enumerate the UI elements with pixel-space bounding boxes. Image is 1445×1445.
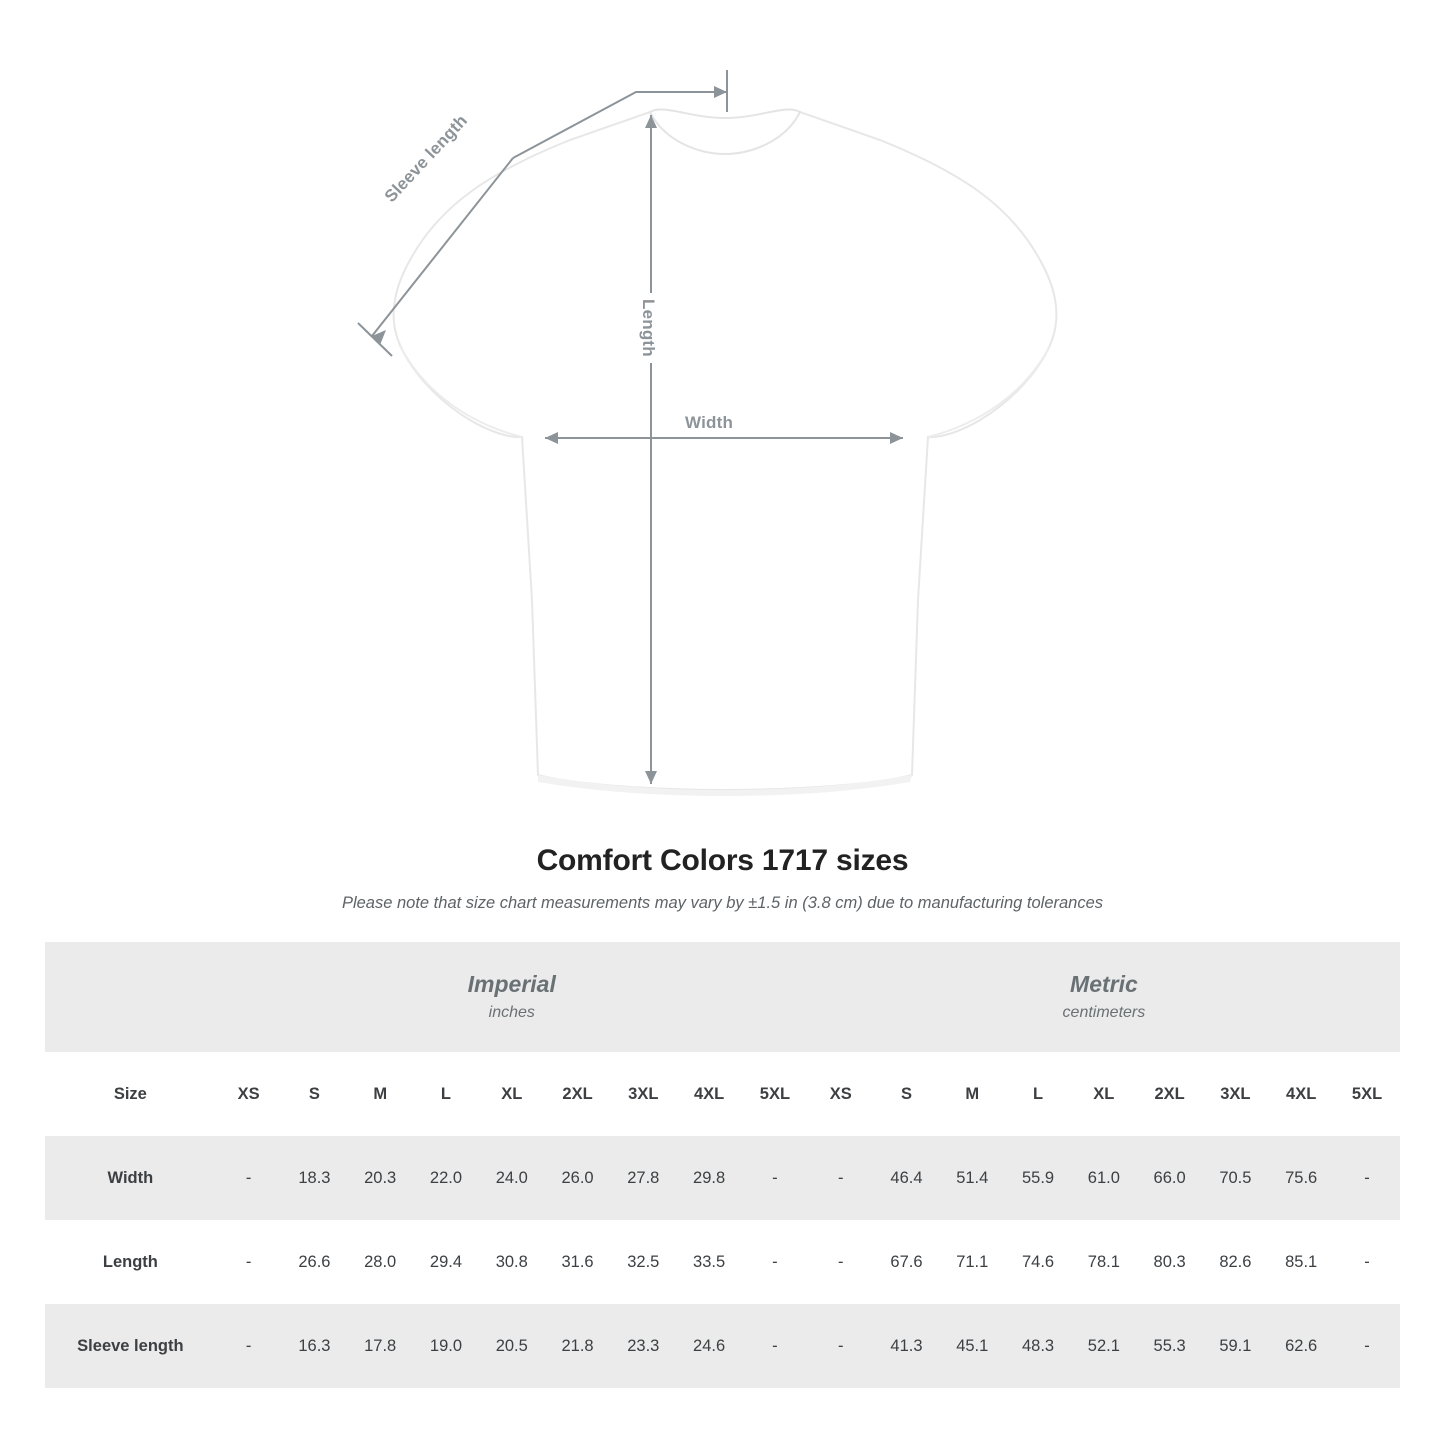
- cell-sleeve-imp-5xl: -: [742, 1304, 808, 1388]
- row-label-sleeve-length: Sleeve length: [45, 1304, 216, 1388]
- size-col-imp-5xl: 5XL: [742, 1052, 808, 1136]
- size-col-imp-xl: XL: [479, 1052, 545, 1136]
- cell-width-imp-s: 18.3: [282, 1136, 348, 1220]
- size-col-imp-2xl: 2XL: [545, 1052, 611, 1136]
- size-header-label: Size: [45, 1052, 216, 1136]
- cell-length-imp-4xl: 33.5: [676, 1220, 742, 1304]
- cell-length-met-xl: 78.1: [1071, 1220, 1137, 1304]
- size-col-met-3xl: 3XL: [1203, 1052, 1269, 1136]
- unit-sub-metric: centimeters: [1062, 1003, 1146, 1021]
- cell-sleeve-met-xl: 52.1: [1071, 1304, 1137, 1388]
- cell-sleeve-met-l: 48.3: [1005, 1304, 1071, 1388]
- cell-width-met-xs: -: [808, 1136, 874, 1220]
- width-dimension-label: Width: [679, 413, 739, 433]
- cell-length-met-s: 67.6: [874, 1220, 940, 1304]
- size-col-met-4xl: 4XL: [1268, 1052, 1334, 1136]
- cell-width-imp-2xl: 26.0: [545, 1136, 611, 1220]
- row-label-width: Width: [45, 1136, 216, 1220]
- unit-name-metric: Metric: [1070, 970, 1138, 997]
- unit-header-imperial: [216, 942, 808, 1052]
- row-label-length: Length: [45, 1220, 216, 1304]
- cell-width-imp-3xl: 27.8: [610, 1136, 676, 1220]
- measurement-tolerance-note: Please note that size chart measurements may vary by ±1.5 in (3.8 cm) due to manufacturing tolerances: [341, 894, 1104, 912]
- cell-length-met-xs: -: [808, 1220, 874, 1304]
- cell-sleeve-imp-3xl: 23.3: [610, 1304, 676, 1388]
- cell-sleeve-imp-l: 19.0: [413, 1304, 479, 1388]
- unit-header-row: [45, 942, 1400, 1052]
- cell-length-imp-l: 29.4: [413, 1220, 479, 1304]
- cell-width-imp-xl: 24.0: [479, 1136, 545, 1220]
- unit-header-metric: [808, 942, 1400, 1052]
- size-col-met-5xl: 5XL: [1334, 1052, 1400, 1136]
- cell-width-imp-m: 20.3: [347, 1136, 413, 1220]
- cell-sleeve-met-4xl: 62.6: [1268, 1304, 1334, 1388]
- unit-sub-imperial: inches: [488, 1003, 535, 1021]
- cell-width-met-m: 51.4: [939, 1136, 1005, 1220]
- size-col-imp-4xl: 4XL: [676, 1052, 742, 1136]
- cell-width-imp-4xl: 29.8: [676, 1136, 742, 1220]
- cell-length-imp-2xl: 31.6: [545, 1220, 611, 1304]
- cell-width-met-s: 46.4: [874, 1136, 940, 1220]
- table-row: [45, 1220, 1400, 1304]
- size-col-met-m: M: [939, 1052, 1005, 1136]
- size-col-met-xl: XL: [1071, 1052, 1137, 1136]
- cell-length-met-m: 71.1: [939, 1220, 1005, 1304]
- cell-sleeve-met-2xl: 55.3: [1137, 1304, 1203, 1388]
- table-row: [45, 1136, 1400, 1220]
- cell-sleeve-imp-2xl: 21.8: [545, 1304, 611, 1388]
- unit-name-imperial: Imperial: [467, 970, 556, 997]
- cell-width-imp-xs: -: [216, 1136, 282, 1220]
- page-title: Comfort Colors 1717 sizes: [536, 844, 909, 877]
- title-block: [0, 844, 1445, 913]
- cell-sleeve-imp-s: 16.3: [282, 1304, 348, 1388]
- cell-sleeve-imp-m: 17.8: [347, 1304, 413, 1388]
- size-chart-table-wrap: [45, 942, 1400, 1388]
- cell-length-imp-s: 26.6: [282, 1220, 348, 1304]
- cell-sleeve-imp-4xl: 24.6: [676, 1304, 742, 1388]
- size-col-imp-xs: XS: [216, 1052, 282, 1136]
- cell-width-met-2xl: 66.0: [1137, 1136, 1203, 1220]
- size-col-met-2xl: 2XL: [1137, 1052, 1203, 1136]
- cell-length-met-2xl: 80.3: [1137, 1220, 1203, 1304]
- size-col-met-l: L: [1005, 1052, 1071, 1136]
- unit-header-spacer: [45, 942, 216, 1052]
- cell-length-imp-3xl: 32.5: [610, 1220, 676, 1304]
- sleeve-length-dimension-label: Sleeve length: [378, 108, 475, 210]
- cell-width-met-l: 55.9: [1005, 1136, 1071, 1220]
- cell-width-met-4xl: 75.6: [1268, 1136, 1334, 1220]
- cell-sleeve-met-3xl: 59.1: [1203, 1304, 1269, 1388]
- cell-width-met-xl: 61.0: [1071, 1136, 1137, 1220]
- cell-length-imp-xl: 30.8: [479, 1220, 545, 1304]
- cell-length-imp-5xl: -: [742, 1220, 808, 1304]
- cell-sleeve-imp-xs: -: [216, 1304, 282, 1388]
- cell-sleeve-met-5xl: -: [1334, 1304, 1400, 1388]
- cell-width-imp-l: 22.0: [413, 1136, 479, 1220]
- cell-length-imp-m: 28.0: [347, 1220, 413, 1304]
- cell-length-met-l: 74.6: [1005, 1220, 1071, 1304]
- cell-length-imp-xs: -: [216, 1220, 282, 1304]
- cell-length-met-4xl: 85.1: [1268, 1220, 1334, 1304]
- size-chart-table: [45, 942, 1400, 1388]
- length-dimension-label: Length: [638, 293, 658, 363]
- size-col-imp-l: L: [413, 1052, 479, 1136]
- cell-sleeve-met-m: 45.1: [939, 1304, 1005, 1388]
- size-col-imp-3xl: 3XL: [610, 1052, 676, 1136]
- table-row: [45, 1304, 1400, 1388]
- cell-sleeve-met-xs: -: [808, 1304, 874, 1388]
- size-col-imp-m: M: [347, 1052, 413, 1136]
- size-header-row: [45, 1052, 1400, 1136]
- size-col-met-xs: XS: [808, 1052, 874, 1136]
- cell-length-met-5xl: -: [1334, 1220, 1400, 1304]
- cell-width-met-5xl: -: [1334, 1136, 1400, 1220]
- cell-sleeve-met-s: 41.3: [874, 1304, 940, 1388]
- cell-width-met-3xl: 70.5: [1203, 1136, 1269, 1220]
- size-col-imp-s: S: [282, 1052, 348, 1136]
- size-col-met-s: S: [874, 1052, 940, 1136]
- cell-sleeve-imp-xl: 20.5: [479, 1304, 545, 1388]
- cell-length-met-3xl: 82.6: [1203, 1220, 1269, 1304]
- cell-width-imp-5xl: -: [742, 1136, 808, 1220]
